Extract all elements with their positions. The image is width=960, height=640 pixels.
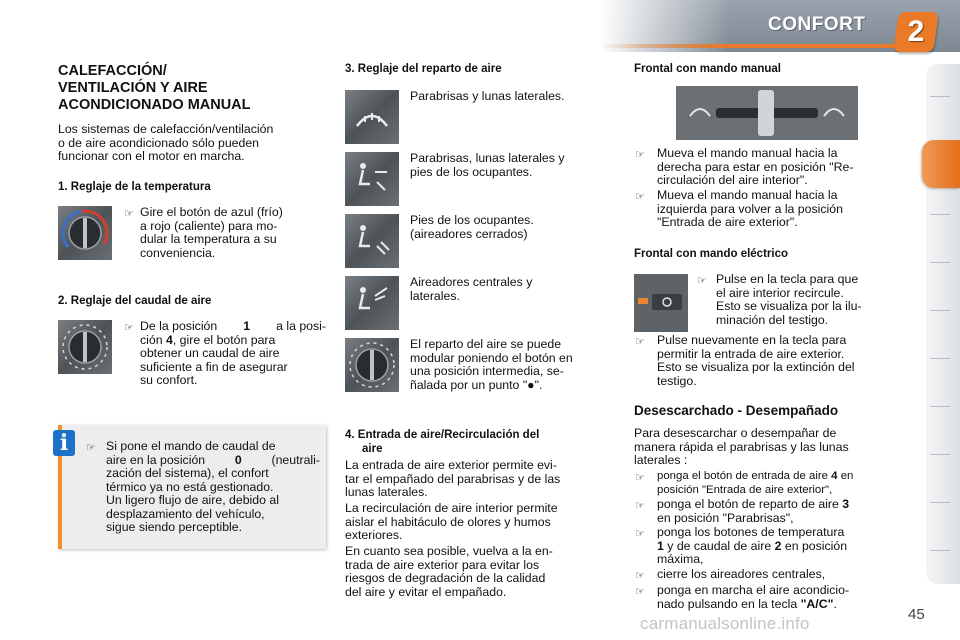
electric-control-heading: Frontal con mando eléctrico — [634, 248, 788, 260]
pointing-hand-icon: ☞ — [635, 528, 645, 540]
chapter-tab-2-active[interactable] — [922, 140, 960, 188]
distribution-text-1: Parabrisas y lunas laterales. — [410, 89, 565, 103]
chapter-tab-4[interactable] — [930, 262, 950, 263]
intake-paragraph-2: La recirculación de aire interior permite aislar el habitáculo de olores y humos exteriores. — [345, 501, 558, 542]
face-vents-icon — [345, 276, 399, 330]
chapter-tab-7[interactable] — [930, 406, 950, 407]
manual-control-heading: Frontal con mando manual — [634, 63, 781, 75]
airflow-text: De la posición 1 a la posi- ción 4, gire el botón para obtener un caudal de aire suficiente a fin de asegurar su confort. — [140, 319, 326, 387]
defrost-intro: Para desescarchar o desempañar de manera rápida el parabrisas y las lunas laterales : — [634, 426, 849, 467]
defrost-step-3: ponga los botones de temperatura 1 y de caudal de aire 2 en posición máxima, — [657, 525, 848, 566]
info-icon: i — [53, 430, 75, 456]
intake-heading: 4. Entrada de aire/Recirculación del aire — [345, 429, 540, 455]
airflow-knob-image — [58, 320, 112, 374]
airflow-heading: 2. Reglaje del caudal de aire — [58, 295, 212, 307]
windscreen-icon — [345, 90, 399, 144]
section-title: CONFORT — [768, 14, 866, 35]
pointing-hand-icon: ☞ — [635, 586, 645, 598]
intake-paragraph-1: La entrada de aire exterior permite evi- tar el empañado del parabrisas y de las lunas laterales. — [345, 458, 561, 499]
page-number: 45 — [908, 606, 925, 623]
defrost-step-1: ponga el botón de entrada de aire 4 en posición "Entrada de aire exterior", — [657, 470, 854, 496]
intake-paragraph-3: En cuanto sea posible, vuelva a la en- trada de aire exterior para evitar los riesgos de degradación de la calidad del aire y evitar el empañado. — [345, 544, 553, 599]
intro-paragraph: Los sistemas de calefacción/ventilación o de aire acondicionado sólo pueden funcionar con el motor en marcha. — [58, 122, 274, 163]
electric-bullet-1: Pulse en la tecla para que el aire interior recircule. Esto se visualiza por la ilu- minación del testigo. — [716, 272, 862, 327]
pointing-hand-icon: ☞ — [635, 149, 645, 161]
manual-bullet-1: Mueva el mando manual hacia la derecha para estar en posición "Re- circulación del aire interior". — [657, 146, 854, 187]
temperature-heading: 1. Reglaje de la temperatura — [58, 181, 211, 193]
chapter-tab-6[interactable] — [930, 358, 950, 359]
pointing-hand-icon: ☞ — [635, 570, 645, 582]
distribution-text-4: Aireadores centrales y laterales. — [410, 275, 533, 303]
windscreen-feet-icon — [345, 152, 399, 206]
pointing-hand-icon: ☞ — [635, 500, 645, 512]
electric-bullet-2: Pulse nuevamente en la tecla para permitir la entrada de aire exterior. Esto se visualiza por la extinción del testigo. — [657, 333, 855, 388]
info-text: Si pone el mando de caudal de aire en la posición 0 (neutrali- zación del sistema), el confort térmico ya no está gestionado. Un ligero flujo de aire, debido al desplazamiento del vehículo, sigue siendo perceptible. — [106, 439, 320, 534]
chapter-tab-5[interactable] — [930, 310, 950, 311]
chapter-tab-3[interactable] — [930, 214, 950, 215]
pointing-hand-icon: ☞ — [697, 275, 707, 287]
pointing-hand-icon: ☞ — [635, 191, 645, 203]
manual-bullet-2: Mueva el mando manual hacia la izquierda para volver a la posición "Entrada de aire exterior". — [657, 188, 843, 229]
pointing-hand-icon: ☞ — [124, 208, 134, 220]
pointing-hand-icon: ☞ — [86, 442, 96, 454]
pointing-hand-icon: ☞ — [124, 322, 134, 334]
main-heading: CALEFACCIÓN/ VENTILACIÓN Y AIRE ACONDICIONADO MANUAL — [58, 63, 251, 113]
chapter-tab-8[interactable] — [930, 454, 950, 455]
chapter-tab-1[interactable] — [930, 96, 950, 97]
distribution-knob-image — [345, 338, 399, 392]
distribution-heading: 3. Reglaje del reparto de aire — [345, 63, 502, 75]
distribution-text-5: El reparto del aire se puede modular poniendo el botón en una posición intermedia, se- ñalada por un punto "●". — [410, 337, 573, 392]
manual-slider-image — [676, 86, 858, 140]
chapter-tab-10[interactable] — [930, 550, 950, 551]
defrost-step-5: ponga en marcha el aire acondicio- nado pulsando en la tecla "A/C". — [657, 583, 850, 611]
pointing-hand-icon: ☞ — [635, 472, 645, 484]
temperature-text: Gire el botón de azul (frío) a rojo (caliente) para mo- dular la temperatura a su conveniencia. — [140, 205, 283, 260]
watermark: carmanualsonline.info — [640, 614, 810, 633]
chapter-number: 2 — [907, 15, 925, 48]
defrost-heading: Desescarchado - Desempañado — [634, 403, 839, 418]
feet-icon — [345, 214, 399, 268]
header-stripe — [600, 44, 900, 48]
temperature-knob-image — [58, 206, 112, 260]
chapter-tab-9[interactable] — [930, 502, 950, 503]
recirculation-button-image — [634, 274, 688, 332]
distribution-text-3: Pies de los ocupantes. (aireadores cerrados) — [410, 213, 534, 241]
pointing-hand-icon: ☞ — [635, 336, 645, 348]
distribution-text-2: Parabrisas, lunas laterales y pies de los ocupantes. — [410, 151, 565, 179]
defrost-step-4: cierre los aireadores centrales, — [657, 567, 826, 581]
defrost-step-2: ponga el botón de reparto de aire 3 en posición "Parabrisas", — [657, 497, 850, 525]
